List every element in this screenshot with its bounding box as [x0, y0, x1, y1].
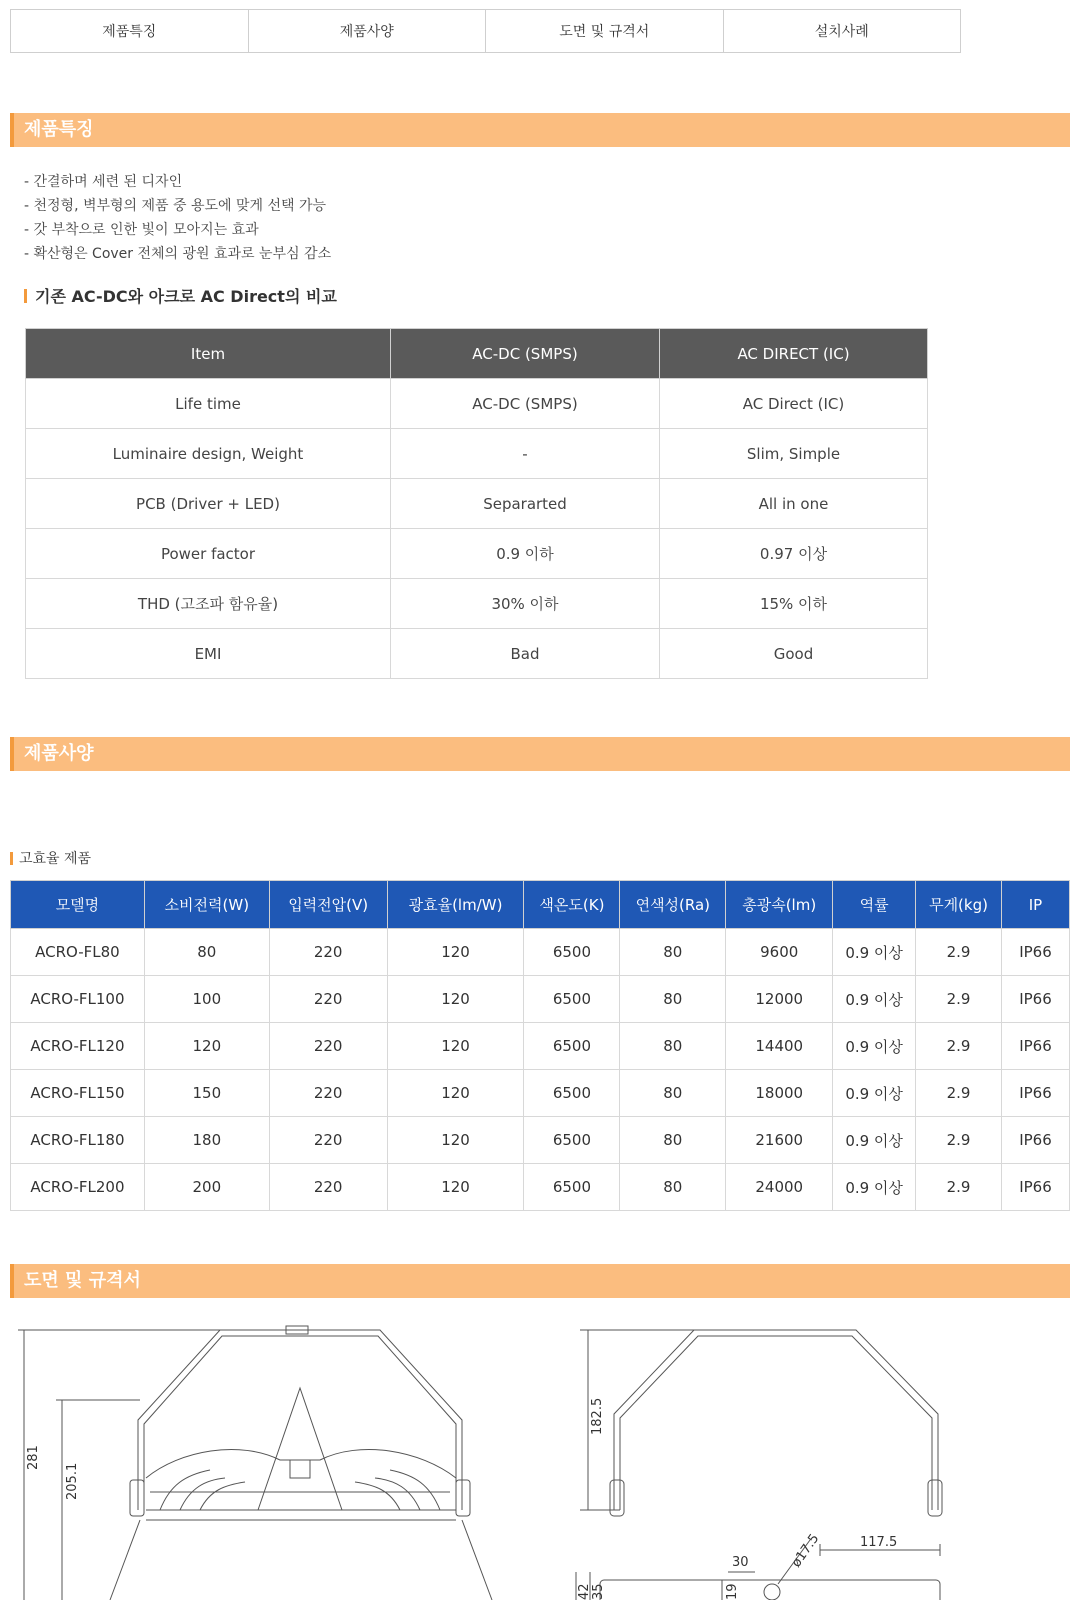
table-cell: 80 [620, 1117, 726, 1164]
section-bar-spec [10, 737, 1070, 771]
table-header-cell: IP [1001, 881, 1069, 929]
table-cell: 6500 [524, 1164, 620, 1211]
dim-label: 19 [725, 1583, 740, 1600]
table-row [26, 629, 928, 679]
table-row [11, 1023, 1070, 1070]
table-cell: IP66 [1001, 1070, 1069, 1117]
table-cell: AC Direct (IC) [660, 379, 928, 429]
section-title-features: 제품특징 [24, 119, 94, 140]
table-cell: 120 [144, 1023, 269, 1070]
table-cell: 220 [269, 976, 387, 1023]
table-cell: 0.9 이상 [833, 1117, 916, 1164]
table-cell: 15% 이하 [660, 579, 928, 629]
dim-label: 117.5 [860, 1535, 898, 1550]
feature-item: - 갓 부착으로 인한 빛이 모아지는 효과 [24, 222, 259, 238]
table-cell: 6500 [524, 929, 620, 976]
table-cell: 2.9 [916, 929, 1002, 976]
table-header-cell: 색온도(K) [524, 881, 620, 929]
table-cell: 220 [269, 1117, 387, 1164]
table-cell: 6500 [524, 976, 620, 1023]
table-cell: - [391, 429, 660, 479]
table-cell: 80 [620, 929, 726, 976]
section-title-spec: 제품사양 [24, 743, 94, 764]
technical-drawing [10, 1310, 1070, 1600]
table-cell: 80 [620, 1164, 726, 1211]
table-cell: 220 [269, 1164, 387, 1211]
table-cell: 2.9 [916, 1164, 1002, 1211]
table-cell: IP66 [1001, 929, 1069, 976]
table-row [26, 379, 928, 429]
table-cell: 180 [144, 1117, 269, 1164]
table-cell: 2.9 [916, 1023, 1002, 1070]
table-cell: IP66 [1001, 1117, 1069, 1164]
table-cell: 150 [144, 1070, 269, 1117]
table-cell: 12000 [726, 976, 833, 1023]
table-cell: ACRO-FL100 [11, 976, 145, 1023]
table-header-cell: Item [26, 329, 391, 379]
table-row [11, 976, 1070, 1023]
section-accent [10, 1264, 14, 1298]
table-header-row [11, 881, 1070, 929]
comparison-heading [24, 284, 337, 307]
drawing-svg [10, 1310, 1070, 1600]
dim-label: 182.5 [590, 1397, 605, 1435]
table-cell: IP66 [1001, 1164, 1069, 1211]
feature-item: - 천정형, 벽부형의 제품 중 용도에 맞게 선택 가능 [24, 198, 327, 214]
feature-item: - 간결하며 세련 된 디자인 [24, 174, 183, 190]
table-cell: IP66 [1001, 976, 1069, 1023]
tab-bar [10, 9, 961, 53]
table-cell: ACRO-FL120 [11, 1023, 145, 1070]
table-header-cell: 소비전력(W) [144, 881, 269, 929]
spec-label [10, 848, 91, 868]
table-cell: 6500 [524, 1070, 620, 1117]
spec-table [10, 880, 1070, 1211]
table-row [26, 479, 928, 529]
table-header-cell: AC DIRECT (IC) [660, 329, 928, 379]
table-cell: ACRO-FL200 [11, 1164, 145, 1211]
table-cell: 120 [387, 1117, 524, 1164]
heading-marker [10, 852, 13, 865]
table-cell: Bad [391, 629, 660, 679]
tab-installation[interactable]: 설치사례 [814, 24, 869, 40]
table-cell: 80 [620, 1070, 726, 1117]
table-cell: Slim, Simple [660, 429, 928, 479]
table-cell: 80 [144, 929, 269, 976]
table-cell: 0.9 이상 [833, 929, 916, 976]
table-cell: 220 [269, 1023, 387, 1070]
table-cell: 120 [387, 1164, 524, 1211]
dim-label: 30 [732, 1555, 749, 1570]
table-cell: 2.9 [916, 976, 1002, 1023]
table-cell: 18000 [726, 1070, 833, 1117]
dim-label: 35 [591, 1583, 606, 1600]
table-cell: 220 [269, 929, 387, 976]
table-cell: 120 [387, 929, 524, 976]
table-cell: 120 [387, 1070, 524, 1117]
table-row [11, 929, 1070, 976]
table-header-cell: AC-DC (SMPS) [391, 329, 660, 379]
table-header-cell: 연색성(Ra) [620, 881, 726, 929]
table-cell: AC-DC (SMPS) [391, 379, 660, 429]
table-header-cell: 총광속(lm) [726, 881, 833, 929]
table-cell: 24000 [726, 1164, 833, 1211]
section-accent [10, 113, 14, 147]
table-header-cell: 모델명 [11, 881, 145, 929]
table-cell: 0.97 이상 [660, 529, 928, 579]
section-title-drawing: 도면 및 규격서 [24, 1270, 141, 1291]
table-cell: 9600 [726, 929, 833, 976]
table-cell: Good [660, 629, 928, 679]
table-cell: 0.9 이상 [833, 1023, 916, 1070]
table-cell: Separarted [391, 479, 660, 529]
tab-drawing[interactable]: 도면 및 규격서 [486, 10, 724, 52]
dim-label: 281 [26, 1445, 41, 1470]
table-cell: 6500 [524, 1117, 620, 1164]
table-cell: 120 [387, 976, 524, 1023]
table-row [26, 579, 928, 629]
table-cell: 0.9 이상 [833, 976, 916, 1023]
dim-label: 42 [577, 1583, 592, 1600]
table-cell: Luminaire design, Weight [26, 429, 391, 479]
tab-features[interactable]: 제품특징 [11, 10, 249, 52]
table-cell: Life time [26, 379, 391, 429]
table-cell: ACRO-FL80 [11, 929, 145, 976]
table-cell: 14400 [726, 1023, 833, 1070]
table-cell: 21600 [726, 1117, 833, 1164]
table-cell: All in one [660, 479, 928, 529]
table-row [11, 1117, 1070, 1164]
table-cell: 30% 이하 [391, 579, 660, 629]
table-row [26, 429, 928, 479]
table-cell: 80 [620, 1023, 726, 1070]
table-cell: 80 [620, 976, 726, 1023]
table-row [26, 529, 928, 579]
dim-label: 205.1 [65, 1462, 80, 1500]
section-accent [10, 737, 14, 771]
table-cell: ACRO-FL180 [11, 1117, 145, 1164]
table-cell: 200 [144, 1164, 269, 1211]
table-cell: 0.9 이상 [833, 1070, 916, 1117]
tab-spec[interactable]: 제품사양 [249, 10, 487, 52]
table-cell: 220 [269, 1070, 387, 1117]
feature-item: - 확산형은 Cover 전체의 광원 효과로 눈부심 감소 [24, 246, 332, 262]
table-cell: THD (고조파 함유율) [26, 579, 391, 629]
table-row [11, 1164, 1070, 1211]
table-header-cell: 입력전압(V) [269, 881, 387, 929]
table-cell: 100 [144, 976, 269, 1023]
table-cell: 6500 [524, 1023, 620, 1070]
table-cell: 120 [387, 1023, 524, 1070]
table-row [11, 1070, 1070, 1117]
table-cell: PCB (Driver + LED) [26, 479, 391, 529]
table-header-cell: 역률 [833, 881, 916, 929]
table-cell: EMI [26, 629, 391, 679]
table-cell: 2.9 [916, 1117, 1002, 1164]
table-cell: 0.9 이하 [391, 529, 660, 579]
table-cell: Power factor [26, 529, 391, 579]
section-bar-features [10, 113, 1070, 147]
table-header-cell: 광효율(lm/W) [387, 881, 524, 929]
table-cell: ACRO-FL150 [11, 1070, 145, 1117]
spec-label-text: 고효율 제품 [19, 851, 92, 867]
section-bar-drawing [10, 1264, 1070, 1298]
table-header-row [26, 329, 928, 379]
table-cell: 0.9 이상 [833, 1164, 916, 1211]
feature-list [24, 170, 331, 266]
table-header-cell: 무게(kg) [916, 881, 1002, 929]
heading-marker [24, 289, 27, 303]
comparison-table [25, 328, 928, 679]
dim-label: ø17.5 [788, 1531, 823, 1571]
comparison-heading-text: 기존 AC-DC와 아크로 AC Direct의 비교 [35, 287, 337, 306]
table-cell: IP66 [1001, 1023, 1069, 1070]
table-cell: 2.9 [916, 1070, 1002, 1117]
